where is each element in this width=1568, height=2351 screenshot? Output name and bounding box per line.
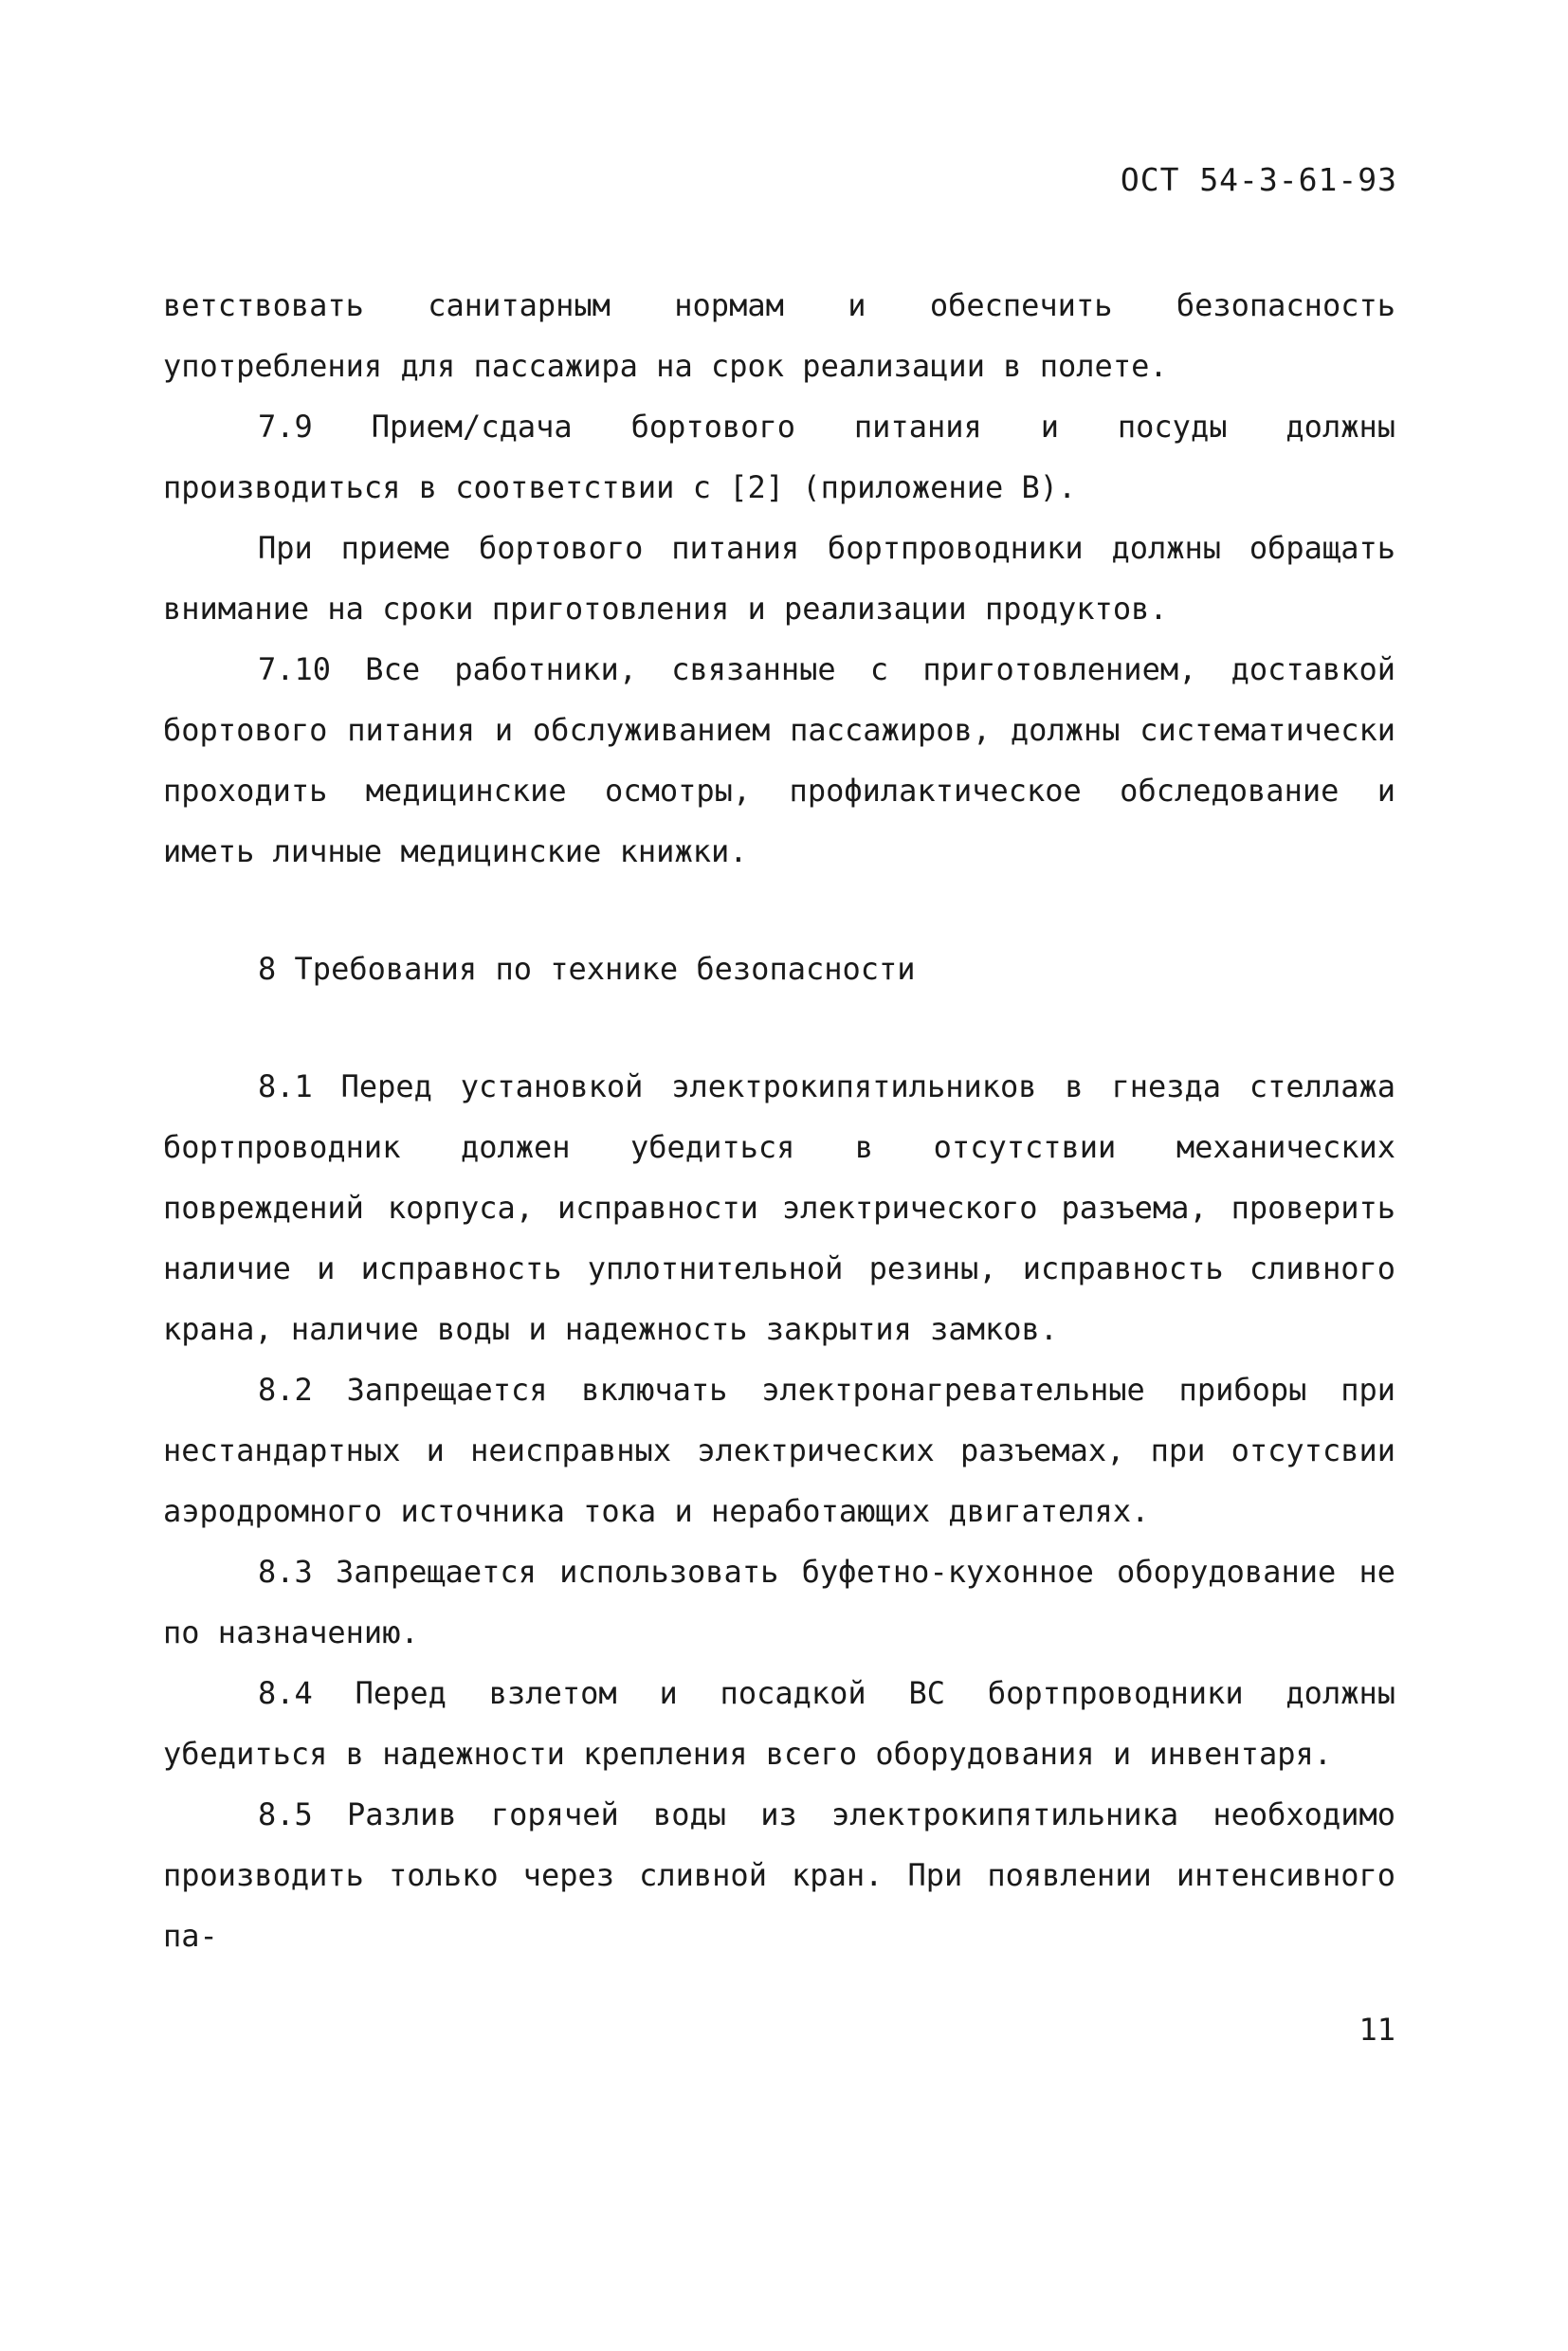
paragraph-continuation: ветствовать санитарным нормам и обеспечить безопасность употребления для пассажира на срок реализации в полете. — [163, 287, 1395, 384]
paragraph-7-9: 7.9 Прием/сдача бортового питания и посуды должны производиться в соответствии с [2] (приложение В). — [163, 409, 1395, 505]
document-body — [163, 275, 1395, 1966]
paragraph-8-4: 8.4 Перед взлетом и посадкой ВС бортпроводники должны убедиться в надежности крепления всего оборудования и инвентаря. — [163, 1675, 1395, 1772]
paragraph-7-9-note: При приеме бортового питания бортпроводники должны обращать внимание на сроки приготовления и реализации продуктов. — [163, 530, 1395, 627]
paragraph-8-2: 8.2 Запрещается включать электронагревательные приборы при нестандартных и неисправных электрических разъемах, при отсутсвии аэродромного источника тока и неработающих двигателях. — [163, 1372, 1395, 1529]
paragraph-8-3: 8.3 Запрещается использовать буфетно-кухонное оборудование не по назначению. — [163, 1554, 1395, 1650]
paragraph-8-5: 8.5 Разлив горячей воды из электрокипятильника необходимо производить только через сливной кран. При появлении интенсивного па- — [163, 1796, 1395, 1954]
paragraph-7-10: 7.10 Все работники, связанные с приготовлением, доставкой бортового питания и обслуживанием пассажиров, должны систематически проходить медицинские осмотры, профилактическое обследование и иметь личные медицинские книжки. — [163, 651, 1395, 869]
section-heading: 8 Требования по технике безопасности — [258, 951, 916, 987]
document-code: ОСТ 54-3-61-93 — [1120, 161, 1397, 198]
paragraph-8-1: 8.1 Перед установкой электрокипятильников в гнезда стеллажа бортпроводник должен убедиться в отсутствии механических повреждений корпуса, исправности электрического разъема, проверить наличие и исправность уплотнительной резины, исправность сливного крана, наличие воды и надежность закрытия замков. — [163, 1068, 1395, 1347]
page-number: 11 — [1358, 2012, 1395, 2048]
